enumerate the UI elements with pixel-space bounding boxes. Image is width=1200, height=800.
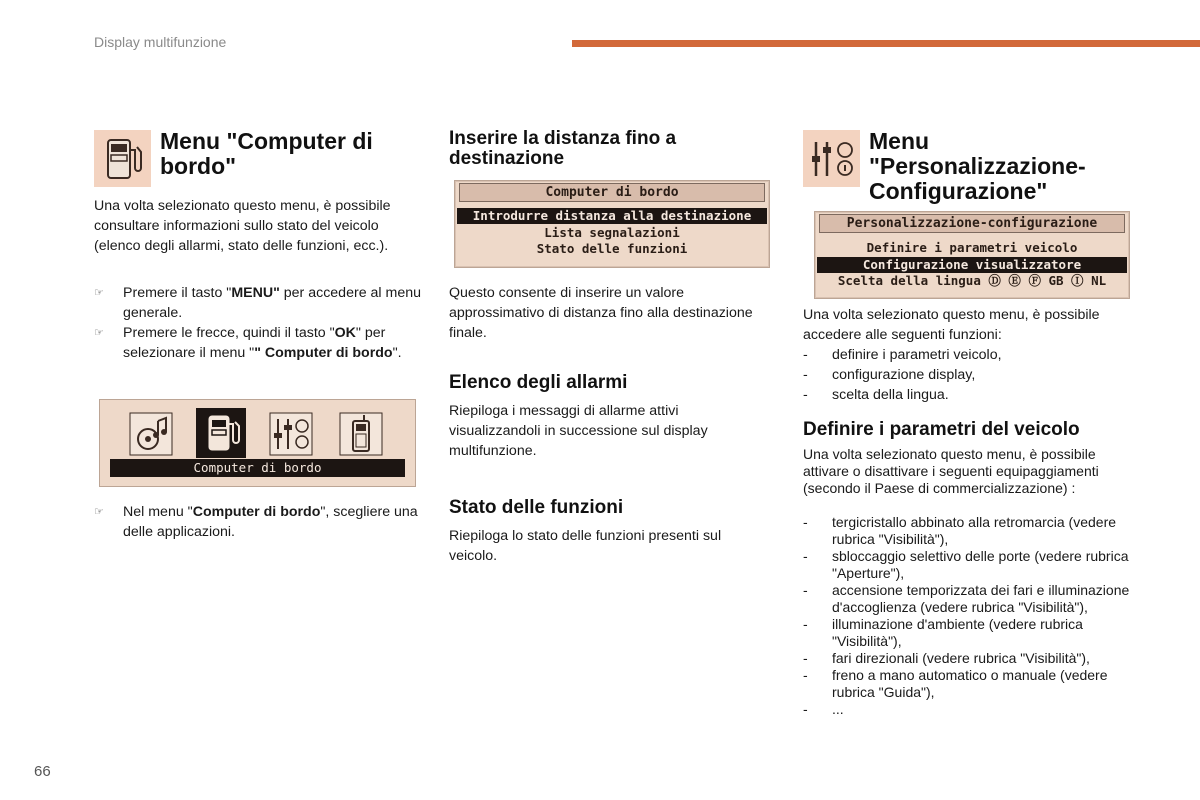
phone-icon [338,411,384,457]
screen-line-selected: Configurazione visualizzatore [817,257,1127,273]
screen-line: Stato delle funzioni [536,241,688,256]
computer-di-bordo-intro: Una volta selezionato questo menu, è possibile consultare informazioni sullo stato del veicolo (elenco degli allarmi, stato delle funzioni, ecc.). [94,198,391,254]
personalization-icon [268,411,314,457]
funzioni-text: Riepiloga lo stato delle funzioni presenti sul veicolo. [449,528,722,564]
list-item: - freno a mano automatico o manuale (vedere rubrica "Guida"), [803,667,1108,700]
list-item: - illuminazione d'ambiente (vedere rubrica "Visibilità"), [803,616,1083,649]
list-item: - configurazione display, [803,367,976,383]
list-item: - accensione temporizzata dei fari e illuminazione d'accoglienza (vedere rubrica "Visibilità"), [803,582,1130,615]
parametri-list [803,514,1133,718]
screen-line-selected: Introdurre distanza alla destinazione [457,208,767,224]
main-menu-screen [99,399,416,487]
list-item: - definire i parametri veicolo, [803,347,1002,363]
personalization-settings-icon [803,130,860,187]
list-item: - sbloccaggio selettivo delle porte (vedere rubrica "Aperture"), [803,548,1129,581]
screen-title: Computer di bordo [459,183,765,202]
personalizzazione-screen [814,211,1130,299]
parametri-title: Definire i parametri del veicolo [803,419,1080,440]
screen-title: Personalizzazione-configurazione [819,214,1125,233]
personalizzazione-intro: Una volta selezionato questo menu, è possibile accedere alle seguenti funzioni: [803,307,1100,343]
computer-di-bordo-menu-icon [196,408,246,458]
distanza-text: Questo consente di inserire un valore approssimativo di distanza fino alla destinazione finale. [449,285,753,341]
funzioni-title: Stato delle funzioni [449,497,624,518]
pointing-hand-icon: ☞ [94,287,104,299]
distanza-title: Inserire la distanza fino a destinazione [449,128,677,169]
computer-di-bordo-title: Menu "Computer di bordo" [160,128,373,179]
computer-di-bordo-icon [94,130,151,187]
list-item: - ... [803,701,844,717]
audio-media-icon [128,411,174,457]
page-number: 66 [34,763,51,780]
list-item: - fari direzionali (vedere rubrica "Visibilità"), [803,650,1090,666]
section-header: Display multifunzione [94,34,227,50]
screen-line: Lista segnalazioni [544,225,680,240]
step-1: ☞ Premere il tasto "MENU" per accedere al menu generale. [94,285,421,321]
pointing-hand-icon: ☞ [94,506,104,518]
computer-di-bordo-screen [454,180,770,268]
allarmi-title: Elenco degli allarmi [449,372,628,393]
allarmi-text: Riepiloga i messaggi di allarme attivi visualizzandoli in successione sul display multifunzione. [449,403,708,459]
list-item: - scelta della lingua. [803,387,949,403]
main-menu-selected-label: Computer di bordo [110,459,405,477]
header-accent-bar [572,40,1200,47]
list-item: - tergicristallo abbinato alla retromarcia (vedere rubrica "Visibilità"), [803,514,1117,547]
screen-line: Scelta della lingua Ⓓ Ⓔ Ⓕ GB Ⓘ NL [837,273,1107,288]
step-2: ☞ Premere le frecce, quindi il tasto "OK" per selezionare il menu "" Computer di bordo". [94,325,402,361]
functions-list [803,345,1133,405]
personalizzazione-title: Menu "Personalizzazione- Configurazione" [869,128,1086,204]
parametri-intro: Una volta selezionato questo menu, è possibile attivare o disattivare i seguenti equipaggiamenti (secondo il Paese di commercializzazione) : [803,446,1099,496]
pointing-hand-icon: ☞ [94,327,104,339]
step-3: ☞ Nel menu "Computer di bordo", scegliere una delle applicazioni. [94,504,418,540]
screen-line: Definire i parametri veicolo [866,240,1078,255]
